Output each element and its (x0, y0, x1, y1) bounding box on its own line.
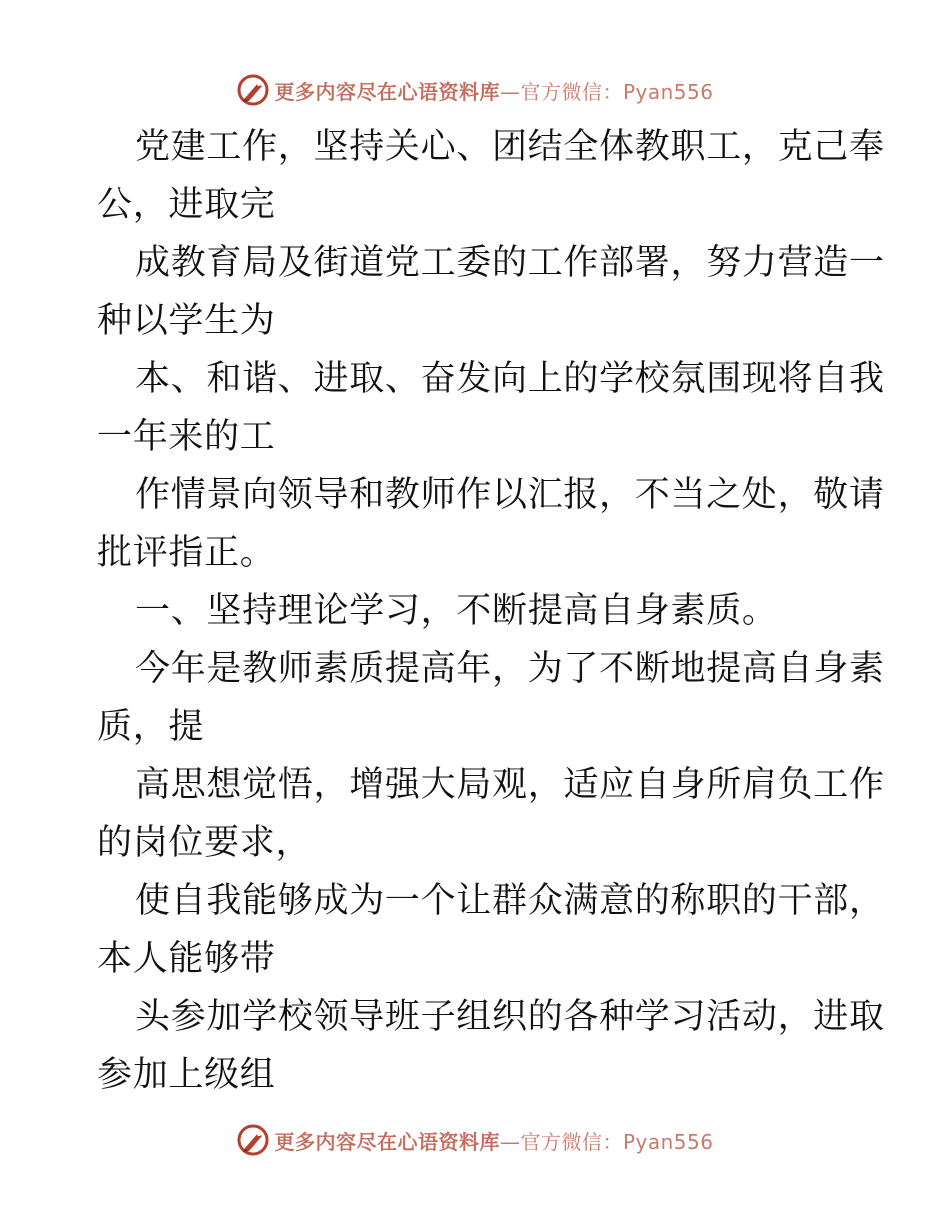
text-line: 今年是教师素质提高年，为了不断地提高自身素 (135, 649, 885, 689)
header-watermark (0, 70, 950, 110)
text-line: 头参加学校领导班子组织的各种学习活动，进取 (135, 997, 885, 1037)
section-heading: 一、坚持理论学习，不断提高自身素质。 (135, 591, 778, 631)
text-line: 一年来的工 (97, 417, 276, 457)
text-line: 本、和谐、进取、奋发向上的学校氛围现将自我 (135, 359, 885, 399)
text-line: 作情景向领导和教师作以汇报，不当之处，敬请 (135, 475, 885, 515)
watermark-site: 更多内容尽在心语资料库 (274, 79, 500, 104)
watermark-wechat: —官方微信：Pyan556 (499, 1129, 714, 1154)
text-line: 质，提 (97, 707, 205, 747)
text-line: 参加上级组 (97, 1055, 276, 1095)
text-line: 种以学生为 (97, 301, 276, 341)
text-line: 批评指正。 (97, 533, 276, 573)
watermark-text (274, 1126, 713, 1155)
footer-watermark (0, 1120, 950, 1160)
text-line: 本人能够带 (97, 939, 276, 979)
pen-logo-icon (236, 1123, 270, 1157)
pen-logo-icon (236, 73, 270, 107)
text-line: 使自我能够成为一个让群众满意的称职的干部， (135, 881, 885, 921)
watermark-wechat: —官方微信：Pyan556 (499, 79, 714, 104)
text-line: 党建工作，坚持关心、团结全体教职工，克己奉 (135, 127, 885, 167)
document-body (97, 118, 885, 1104)
watermark-text (274, 76, 713, 105)
text-line: 成教育局及街道党工委的工作部署，努力营造一 (135, 243, 885, 283)
text-line: 公，进取完 (97, 185, 276, 225)
text-line: 高思想觉悟，增强大局观，适应自身所肩负工作 (135, 765, 885, 805)
text-line: 的岗位要求， (97, 823, 312, 863)
watermark-site: 更多内容尽在心语资料库 (274, 1129, 500, 1154)
